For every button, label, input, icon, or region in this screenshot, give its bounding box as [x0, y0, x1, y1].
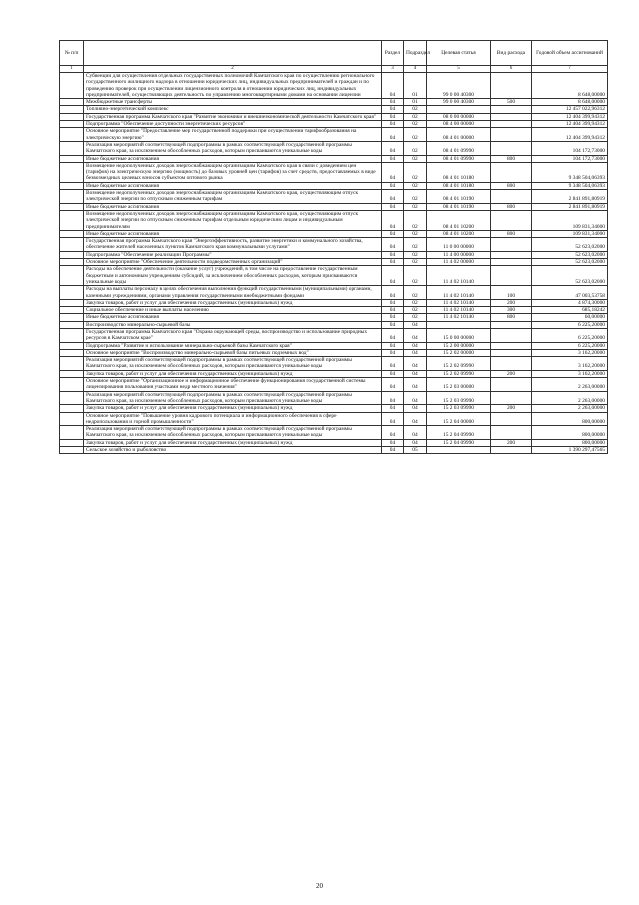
row-target-article-cell: 11 4 02 00000: [427, 259, 491, 266]
header-num: № п/п: [60, 41, 84, 66]
row-razdel-cell: 04: [382, 426, 404, 440]
row-target-article-cell: 08 4 01 09990: [427, 155, 491, 162]
table-row: [60, 314, 608, 321]
row-amount-cell: 8 648,00000: [532, 99, 608, 106]
header-name: [84, 41, 382, 66]
row-target-article-cell: 15 2 04 09990: [427, 439, 491, 446]
row-name-cell: Возмещение недополученных доходов энергоснабжающим организациям Камчатского края в связи с доведением цен (тарифов) на электрическую энергию (мощность) до базовых уровней цен (тарифов) за счет средств, предоставляемых в виде безвозмездных целевых взносов субъектом оптового рынка: [84, 162, 382, 182]
row-razdel-cell: 04: [382, 128, 404, 142]
row-name-cell: Государственная программа Камчатского края "Развитие экономики и внешнеэкономической деятельности Камчатского края": [84, 113, 382, 120]
row-number-cell: [60, 182, 84, 189]
row-amount-cell: 104 172,73000: [532, 155, 608, 162]
row-amount-cell: 4 874,30000: [532, 299, 608, 306]
row-podrazdel-cell: 04: [404, 342, 427, 349]
table-row: [60, 99, 608, 106]
row-amount-cell: 800,00000: [532, 412, 608, 426]
row-expense-type-cell: [491, 447, 532, 454]
row-expense-type-cell: [491, 113, 532, 120]
row-razdel-cell: 04: [382, 99, 404, 106]
row-expense-type-cell: 100: [491, 286, 532, 300]
header-target-article: Целевая статья: [427, 41, 491, 66]
row-amount-cell: 6 225,20000: [532, 321, 608, 328]
row-expense-type-cell: [491, 210, 532, 230]
table-row: [60, 121, 608, 128]
row-target-article-cell: 15 2 03 00000: [427, 378, 491, 392]
row-amount-cell: 2 263,00000: [532, 378, 608, 392]
row-podrazdel-cell: 04: [404, 370, 427, 377]
row-podrazdel-cell: 02: [404, 266, 427, 286]
row-expense-type-cell: 800: [491, 203, 532, 210]
row-expense-type-cell: [491, 259, 532, 266]
row-number-cell: [60, 412, 84, 426]
table-row: [60, 141, 608, 155]
row-podrazdel-cell: 02: [404, 259, 427, 266]
row-expense-type-cell: [491, 266, 532, 286]
row-amount-cell: 2 263,00000: [532, 405, 608, 412]
row-podrazdel-cell: 02: [404, 314, 427, 321]
row-podrazdel-cell: 02: [404, 128, 427, 142]
table-row: [60, 299, 608, 306]
table-row: [60, 426, 608, 440]
row-number-cell: [60, 439, 84, 446]
row-name-cell: Реализация мероприятий соответствующей подпрограммы в рамках соответствующей государственной программы Камчатского края, за исключением обособленных расходов, которым присваиваются уникальные коды: [84, 426, 382, 440]
row-amount-cell: 52 623,02000: [532, 259, 608, 266]
row-razdel-cell: 04: [382, 251, 404, 258]
table-row: [60, 128, 608, 142]
row-name-cell: Иные бюджетные ассигнования: [84, 230, 382, 237]
row-podrazdel-cell: 04: [404, 391, 427, 405]
row-target-article-cell: 08 4 01 10180: [427, 162, 491, 182]
row-expense-type-cell: [491, 426, 532, 440]
index-cell: 2: [84, 66, 382, 73]
header-annual-amount: Годовой объем ассигнований: [532, 41, 608, 66]
row-razdel-cell: 04: [382, 266, 404, 286]
row-target-article-cell: 15 2 03 09990: [427, 405, 491, 412]
row-expense-type-cell: 200: [491, 299, 532, 306]
table-row: [60, 210, 608, 230]
row-razdel-cell: 04: [382, 307, 404, 314]
row-number-cell: [60, 155, 84, 162]
table-row: [60, 447, 608, 454]
row-target-article-cell: 11 4 02 10140: [427, 286, 491, 300]
row-expense-type-cell: 200: [491, 439, 532, 446]
row-number-cell: [60, 141, 84, 155]
row-name-cell: Основное мероприятие "Предоставление мер государственной поддержки при осуществлении тарифообразования на электрическую энергию": [84, 128, 382, 142]
table-row: [60, 328, 608, 342]
table-row: [60, 357, 608, 371]
row-amount-cell: 9 348 504,06393: [532, 162, 608, 182]
row-expense-type-cell: 500: [491, 99, 532, 106]
row-amount-cell: 3 162,20000: [532, 370, 608, 377]
header-razdel: Раздел: [382, 41, 404, 66]
row-name-cell: Воспроизводство минерально-сырьевой базы: [84, 321, 382, 328]
row-number-cell: [60, 113, 84, 120]
table-row: [60, 321, 608, 328]
row-name-cell: Субвенции для осуществления отдельных государственных полномочий Камчатского края по осуществлению регионального государственного жилищного надзора в отношении юридических лиц, индивидуальных предпринимателей и граждан и по проведению проверок при осуществлении лицензионного контроля в отношении юридических лиц, индивидуальных предпринимателей, осуществляющих деятельность по управлению многоквартирными домами на основании лицензии: [84, 73, 382, 99]
row-podrazdel-cell: 02: [404, 106, 427, 113]
row-amount-cell: 3 162,20000: [532, 357, 608, 371]
table-row: [60, 106, 608, 113]
row-podrazdel-cell: 02: [404, 238, 427, 252]
row-expense-type-cell: [491, 128, 532, 142]
row-podrazdel-cell: 04: [404, 426, 427, 440]
row-expense-type-cell: [491, 349, 532, 356]
row-podrazdel-cell: 02: [404, 121, 427, 128]
row-razdel-cell: 04: [382, 259, 404, 266]
row-name-cell: Иные бюджетные ассигнования: [84, 314, 382, 321]
row-number-cell: [60, 314, 84, 321]
row-expense-type-cell: [491, 141, 532, 155]
row-amount-cell: 6 225,20000: [532, 328, 608, 342]
row-name-cell: Межбюджетные трансферты: [84, 99, 382, 106]
row-podrazdel-cell: 02: [404, 210, 427, 230]
row-name-cell: Иные бюджетные ассигнования: [84, 203, 382, 210]
row-target-article-cell: 08 4 01 10190: [427, 203, 491, 210]
row-amount-cell: 2 841 891,80919: [532, 190, 608, 204]
row-number-cell: [60, 128, 84, 142]
row-name-cell: Закупка товаров, работ и услуг для обеспечения государственных (муниципальных) нужд: [84, 439, 382, 446]
row-podrazdel-cell: 02: [404, 162, 427, 182]
row-target-article-cell: 15 2 02 09990: [427, 370, 491, 377]
row-podrazdel-cell: 01: [404, 99, 427, 106]
row-razdel-cell: 04: [382, 349, 404, 356]
row-expense-type-cell: [491, 251, 532, 258]
row-name-cell: Основное мероприятие "Организационное и информационное обеспечение функционирования государственной системы лицензирования пользования участками недр местного значения": [84, 378, 382, 392]
row-expense-type-cell: 800: [491, 155, 532, 162]
row-amount-cell: 52 623,02000: [532, 251, 608, 258]
row-name-cell: Закупка товаров, работ и услуг для обеспечения государственных (муниципальных) нужд: [84, 405, 382, 412]
row-target-article-cell: 11 4 02 10140: [427, 299, 491, 306]
row-razdel-cell: 04: [382, 230, 404, 237]
row-razdel-cell: 04: [382, 113, 404, 120]
row-podrazdel-cell: 02: [404, 190, 427, 204]
row-name-cell: Подпрограмма "Развитие и использование минерально-сырьевой базы Камчатского края": [84, 342, 382, 349]
row-podrazdel-cell: 04: [404, 349, 427, 356]
table-row: [60, 307, 608, 314]
row-number-cell: [60, 266, 84, 286]
row-razdel-cell: 04: [382, 210, 404, 230]
row-name-cell: Сельское хозяйство и рыболовство: [84, 447, 382, 454]
row-target-article-cell: 11 0 00 00000: [427, 238, 491, 252]
row-razdel-cell: 04: [382, 203, 404, 210]
row-podrazdel-cell: 04: [404, 405, 427, 412]
row-amount-cell: 12 404 399,94312: [532, 121, 608, 128]
row-target-article-cell: 15 2 00 00000: [427, 342, 491, 349]
row-target-article-cell: 08 0 00 00000: [427, 113, 491, 120]
table-body: [60, 73, 608, 454]
row-expense-type-cell: [491, 328, 532, 342]
row-number-cell: [60, 342, 84, 349]
row-target-article-cell: 08 4 01 10200: [427, 230, 491, 237]
index-cell: 1: [60, 66, 84, 73]
row-podrazdel-cell: 04: [404, 321, 427, 328]
table-row: [60, 378, 608, 392]
row-name-cell: Иные бюджетные ассигнования: [84, 155, 382, 162]
table-row: [60, 155, 608, 162]
table-row: [60, 349, 608, 356]
row-name-cell: Основное мероприятие "Обеспечение деятельности подведомственных организаций": [84, 259, 382, 266]
table-row: [60, 162, 608, 182]
row-expense-type-cell: [491, 321, 532, 328]
row-target-article-cell: 11 4 02 10140: [427, 307, 491, 314]
row-podrazdel-cell: 01: [404, 73, 427, 99]
table-row: [60, 73, 608, 99]
row-target-article-cell: 08 4 01 10200: [427, 210, 491, 230]
table-row: [60, 286, 608, 300]
row-number-cell: [60, 106, 84, 113]
row-expense-type-cell: [491, 391, 532, 405]
row-number-cell: [60, 299, 84, 306]
row-target-article-cell: 15 2 02 00000: [427, 349, 491, 356]
row-razdel-cell: 04: [382, 141, 404, 155]
row-amount-cell: 109 831,34000: [532, 230, 608, 237]
row-amount-cell: 12 404 399,94312: [532, 113, 608, 120]
row-name-cell: Государственная программа Камчатского края "Охрана окружающей среды, воспроизводство и использование природных ресурсов в Камчатском крае": [84, 328, 382, 342]
row-target-article-cell: 15 2 04 09990: [427, 426, 491, 440]
row-razdel-cell: 04: [382, 447, 404, 454]
budget-table: [59, 40, 608, 454]
table-row: [60, 370, 608, 377]
index-cell: 4: [404, 66, 427, 73]
index-cell: 3: [382, 66, 404, 73]
row-expense-type-cell: 200: [491, 405, 532, 412]
table-row: [60, 412, 608, 426]
row-podrazdel-cell: 02: [404, 113, 427, 120]
table-row: [60, 238, 608, 252]
row-target-article-cell: 08 4 01 10190: [427, 190, 491, 204]
index-cell: 7: [532, 66, 608, 73]
row-expense-type-cell: 800: [491, 182, 532, 189]
row-name-cell: Топливно-энергетический комплекс: [84, 106, 382, 113]
row-target-article-cell: [427, 447, 491, 454]
row-number-cell: [60, 370, 84, 377]
row-podrazdel-cell: 02: [404, 299, 427, 306]
row-expense-type-cell: [491, 342, 532, 349]
row-amount-cell: 685,18242: [532, 307, 608, 314]
table-row: [60, 113, 608, 120]
row-target-article-cell: 99 0 00 40300: [427, 99, 491, 106]
row-amount-cell: 52 623,02000: [532, 238, 608, 252]
row-number-cell: [60, 378, 84, 392]
row-number-cell: [60, 286, 84, 300]
row-target-article-cell: 08 4 00 00000: [427, 121, 491, 128]
row-expense-type-cell: [491, 412, 532, 426]
row-amount-cell: 9 348 504,06393: [532, 182, 608, 189]
row-name-cell: Закупка товаров, работ и услуг для обеспечения государственных (муниципальных) нужд: [84, 370, 382, 377]
row-razdel-cell: 04: [382, 412, 404, 426]
row-razdel-cell: 04: [382, 106, 404, 113]
row-podrazdel-cell: 02: [404, 307, 427, 314]
row-expense-type-cell: [491, 106, 532, 113]
row-number-cell: [60, 259, 84, 266]
row-number-cell: [60, 391, 84, 405]
table-row: [60, 190, 608, 204]
row-podrazdel-cell: 02: [404, 251, 427, 258]
row-razdel-cell: 04: [382, 299, 404, 306]
row-podrazdel-cell: 02: [404, 230, 427, 237]
row-podrazdel-cell: 02: [404, 286, 427, 300]
row-number-cell: [60, 321, 84, 328]
row-number-cell: [60, 230, 84, 237]
row-amount-cell: 2 841 891,80919: [532, 203, 608, 210]
row-name-cell: Иные бюджетные ассигнования: [84, 182, 382, 189]
table-row: [60, 266, 608, 286]
row-razdel-cell: 04: [382, 314, 404, 321]
row-razdel-cell: 04: [382, 405, 404, 412]
row-razdel-cell: 04: [382, 321, 404, 328]
row-razdel-cell: 04: [382, 342, 404, 349]
row-razdel-cell: 04: [382, 391, 404, 405]
row-razdel-cell: 04: [382, 370, 404, 377]
row-number-cell: [60, 73, 84, 99]
row-amount-cell: 104 172,73000: [532, 141, 608, 155]
row-name-cell: Подпрограмма "Обеспечение реализации Программы": [84, 251, 382, 258]
row-number-cell: [60, 405, 84, 412]
row-number-cell: [60, 99, 84, 106]
row-name-cell: Социальное обеспечение и иные выплаты населению: [84, 307, 382, 314]
column-index-row: [60, 66, 608, 73]
row-target-article-cell: 11 4 00 00000: [427, 251, 491, 258]
row-target-article-cell: 08 4 01 10180: [427, 182, 491, 189]
row-amount-cell: 12 457 022,96312: [532, 106, 608, 113]
row-number-cell: [60, 190, 84, 204]
row-target-article-cell: [427, 321, 491, 328]
row-podrazdel-cell: 04: [404, 378, 427, 392]
row-number-cell: [60, 251, 84, 258]
row-razdel-cell: 04: [382, 182, 404, 189]
row-expense-type-cell: [491, 378, 532, 392]
row-expense-type-cell: 300: [491, 307, 532, 314]
row-number-cell: [60, 210, 84, 230]
row-razdel-cell: 04: [382, 286, 404, 300]
row-amount-cell: 47 003,53758: [532, 286, 608, 300]
row-amount-cell: 3 162,20000: [532, 349, 608, 356]
row-amount-cell: 6 225,20000: [532, 342, 608, 349]
row-amount-cell: 52 623,02000: [532, 266, 608, 286]
row-amount-cell: 2 263,00000: [532, 391, 608, 405]
row-target-article-cell: 15 0 00 00000: [427, 328, 491, 342]
row-amount-cell: 800,00000: [532, 439, 608, 446]
table-row: [60, 230, 608, 237]
row-podrazdel-cell: 04: [404, 439, 427, 446]
table-row: [60, 439, 608, 446]
row-target-article-cell: 11 4 02 10140: [427, 266, 491, 286]
row-number-cell: [60, 162, 84, 182]
row-amount-cell: 12 404 399,94312: [532, 128, 608, 142]
page-number: 20: [316, 882, 323, 890]
row-name-cell: Расходы на выплаты персоналу в целях обеспечения выполнения функций государственными (муниципальными) органами, казенными учреждениями, органами управления государственными внебюджетными фондами: [84, 286, 382, 300]
row-target-article-cell: 99 0 00 40300: [427, 73, 491, 99]
row-name-cell: Основное мероприятие "Повышение уровня кадрового потенциала и информационного обеспечения в сфере недропользования и горной промышленности": [84, 412, 382, 426]
row-name-cell: Реализация мероприятий соответствующей подпрограммы в рамках соответствующей государственной программы Камчатского края, за исключением обособленных расходов, которым присваиваются уникальные коды: [84, 141, 382, 155]
row-name-cell: Закупка товаров, работ и услуг для обеспечения государственных (муниципальных) нужд: [84, 299, 382, 306]
row-expense-type-cell: [491, 162, 532, 182]
row-razdel-cell: 04: [382, 328, 404, 342]
row-target-article-cell: 15 2 02 09990: [427, 357, 491, 371]
row-name-cell: Основное мероприятие "Воспроизводство минерально-сырьевой базы питьевых подземных вод": [84, 349, 382, 356]
row-target-article-cell: 15 2 03 09990: [427, 391, 491, 405]
table-row: [60, 391, 608, 405]
row-number-cell: [60, 357, 84, 371]
row-name-cell: Расходы на обеспечение деятельности (оказание услуг) учреждений, в том числе на предоставление государственным бюджетным и автономным учреждениям субсидий, за исключением обособленных расходов, которым присваиваются уникальные коды: [84, 266, 382, 286]
row-podrazdel-cell: 04: [404, 328, 427, 342]
row-number-cell: [60, 447, 84, 454]
row-number-cell: [60, 238, 84, 252]
row-amount-cell: 109 831,34000: [532, 210, 608, 230]
row-razdel-cell: 04: [382, 73, 404, 99]
row-target-article-cell: 15 2 04 00000: [427, 412, 491, 426]
row-podrazdel-cell: 02: [404, 182, 427, 189]
row-expense-type-cell: [491, 121, 532, 128]
row-razdel-cell: 04: [382, 190, 404, 204]
header-expense-type: Вид расхода: [491, 41, 532, 66]
row-razdel-cell: 04: [382, 378, 404, 392]
row-name-cell: Государственная программа Камчатского края "Энергоэффективность, развитие энергетики и коммунального хозяйства, обеспечение жителей населенных пунктов Камчатского края коммунальными услугами": [84, 238, 382, 252]
row-expense-type-cell: 800: [491, 230, 532, 237]
row-expense-type-cell: 200: [491, 370, 532, 377]
row-razdel-cell: 04: [382, 357, 404, 371]
row-amount-cell: 8 648,00000: [532, 73, 608, 99]
row-number-cell: [60, 203, 84, 210]
row-podrazdel-cell: 02: [404, 203, 427, 210]
row-number-cell: [60, 426, 84, 440]
row-razdel-cell: 04: [382, 238, 404, 252]
index-cell: 5: [427, 66, 491, 73]
row-amount-cell: 60,00000: [532, 314, 608, 321]
row-podrazdel-cell: 02: [404, 141, 427, 155]
row-razdel-cell: 04: [382, 121, 404, 128]
index-cell: 6: [491, 66, 532, 73]
row-expense-type-cell: 800: [491, 314, 532, 321]
row-name-cell: Реализация мероприятий соответствующей подпрограммы в рамках соответствующей государственной программы Камчатского края, за исключением обособленных расходов, которым присваиваются уникальные коды: [84, 391, 382, 405]
row-number-cell: [60, 349, 84, 356]
row-podrazdel-cell: 05: [404, 447, 427, 454]
row-expense-type-cell: [491, 357, 532, 371]
row-name-cell: Реализация мероприятий соответствующей подпрограммы в рамках соответствующей государственной программы Камчатского края, за исключением обособленных расходов, которым присваиваются уникальные коды: [84, 357, 382, 371]
row-number-cell: [60, 328, 84, 342]
table-row: [60, 259, 608, 266]
row-razdel-cell: 04: [382, 155, 404, 162]
row-podrazdel-cell: 02: [404, 155, 427, 162]
table-row: [60, 342, 608, 349]
row-target-article-cell: [427, 106, 491, 113]
row-name-cell: Подпрограмма "Обеспечение доступности энергетических ресурсов": [84, 121, 382, 128]
table-row: [60, 182, 608, 189]
header-podrazdel: Подраздел: [404, 41, 427, 66]
table-header-row: [60, 41, 608, 66]
row-target-article-cell: 08 4 01 00000: [427, 128, 491, 142]
row-number-cell: [60, 121, 84, 128]
row-amount-cell: 800,00000: [532, 426, 608, 440]
table-row: [60, 203, 608, 210]
row-target-article-cell: 08 4 01 09990: [427, 141, 491, 155]
row-razdel-cell: 04: [382, 439, 404, 446]
table-row: [60, 251, 608, 258]
row-podrazdel-cell: 04: [404, 357, 427, 371]
row-expense-type-cell: [491, 238, 532, 252]
row-amount-cell: 1 390 297,47565: [532, 447, 608, 454]
row-number-cell: [60, 307, 84, 314]
row-podrazdel-cell: 04: [404, 412, 427, 426]
row-name-cell: Возмещение недополученных доходов энергоснабжающим организациям Камчатского края, осуществляющим отпуск электрической энергии по отпускным сниженным тарифам: [84, 190, 382, 204]
table-row: [60, 405, 608, 412]
row-razdel-cell: 04: [382, 162, 404, 182]
row-target-article-cell: 11 4 02 10140: [427, 314, 491, 321]
row-name-cell: Возмещение недополученных доходов энергоснабжающим организациям Камчатского края, осуществляющим отпуск электрической энергии по отпускным сниженным тарифам отдельным юридическим лицам и индивидуальным предпринимателям: [84, 210, 382, 230]
row-expense-type-cell: [491, 73, 532, 99]
row-expense-type-cell: [491, 190, 532, 204]
